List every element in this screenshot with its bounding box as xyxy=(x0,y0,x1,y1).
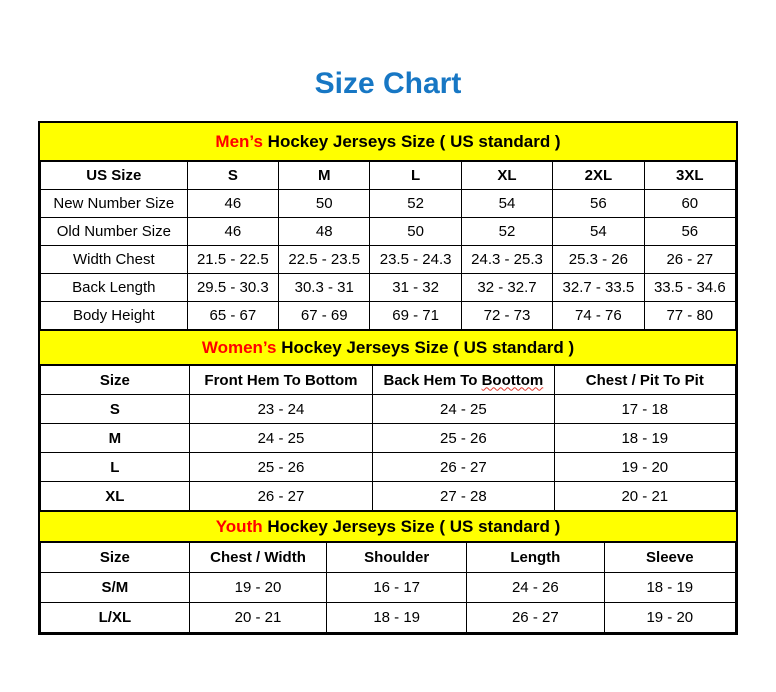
row-label: L/XL xyxy=(41,603,190,633)
size-value-cell: 24 - 26 xyxy=(467,573,605,603)
size-value-cell: 19 - 20 xyxy=(604,603,735,633)
youth-section-header xyxy=(40,511,736,542)
youth-heading-rest: Hockey Jerseys Size ( US standard ) xyxy=(262,517,561,536)
row-label: L xyxy=(41,453,190,482)
womens-size-table xyxy=(40,365,736,511)
womens-section-header xyxy=(40,330,736,365)
table-row xyxy=(41,274,736,302)
mens-heading-rest: Hockey Jerseys Size ( US standard ) xyxy=(262,132,561,151)
size-value-cell: 50 xyxy=(370,218,461,246)
size-value-cell: 29.5 - 30.3 xyxy=(187,274,278,302)
size-value-cell: 46 xyxy=(187,190,278,218)
table-row xyxy=(41,218,736,246)
womens-heading-highlight: Women’s xyxy=(201,338,277,357)
table-row xyxy=(41,603,736,633)
size-value-cell: 56 xyxy=(644,218,735,246)
col-header: 3XL xyxy=(644,162,735,190)
size-value-cell: 33.5 - 34.6 xyxy=(644,274,735,302)
mens-heading-highlight: Men’s xyxy=(215,132,263,151)
table-row xyxy=(41,190,736,218)
youth-heading-highlight: Youth xyxy=(215,517,263,536)
col-header-with-typo xyxy=(373,366,554,395)
size-value-cell: 24 - 25 xyxy=(189,424,372,453)
size-value-cell: 19 - 20 xyxy=(189,573,327,603)
col-header: Size xyxy=(41,543,190,573)
col-header: Chest / Pit To Pit xyxy=(554,366,735,395)
size-value-cell: 18 - 19 xyxy=(554,424,735,453)
col-header: Front Hem To Bottom xyxy=(189,366,372,395)
size-value-cell: 23.5 - 24.3 xyxy=(370,246,461,274)
size-value-cell: 26 - 27 xyxy=(189,482,372,511)
size-value-cell: 56 xyxy=(553,190,644,218)
size-value-cell: 20 - 21 xyxy=(554,482,735,511)
row-label: S/M xyxy=(41,573,190,603)
table-row xyxy=(41,395,736,424)
size-value-cell: 69 - 71 xyxy=(370,302,461,330)
size-value-cell: 52 xyxy=(461,218,552,246)
size-value-cell: 23 - 24 xyxy=(189,395,372,424)
row-label: New Number Size xyxy=(41,190,188,218)
table-row xyxy=(41,573,736,603)
row-label: XL xyxy=(41,482,190,511)
spellcheck-squiggle-word: Boottom xyxy=(481,371,544,389)
size-value-cell: 30.3 - 31 xyxy=(279,274,370,302)
col-header: XL xyxy=(461,162,552,190)
size-value-cell: 72 - 73 xyxy=(461,302,552,330)
col-header: Sleeve xyxy=(604,543,735,573)
size-value-cell: 26 - 27 xyxy=(467,603,605,633)
size-value-cell: 32 - 32.7 xyxy=(461,274,552,302)
size-value-cell: 54 xyxy=(553,218,644,246)
size-value-cell: 26 - 27 xyxy=(373,453,554,482)
col-header: Size xyxy=(41,366,190,395)
size-value-cell: 18 - 19 xyxy=(604,573,735,603)
size-value-cell: 19 - 20 xyxy=(554,453,735,482)
size-value-cell: 25 - 26 xyxy=(373,424,554,453)
size-value-cell: 32.7 - 33.5 xyxy=(553,274,644,302)
mens-size-table xyxy=(40,161,736,330)
size-value-cell: 25 - 26 xyxy=(189,453,372,482)
size-value-cell: 77 - 80 xyxy=(644,302,735,330)
size-value-cell: 54 xyxy=(461,190,552,218)
table-row xyxy=(41,424,736,453)
col-header: US Size xyxy=(41,162,188,190)
col-header: Chest / Width xyxy=(189,543,327,573)
size-value-cell: 25.3 - 26 xyxy=(553,246,644,274)
row-label: Body Height xyxy=(41,302,188,330)
size-value-cell: 52 xyxy=(370,190,461,218)
size-value-cell: 48 xyxy=(279,218,370,246)
size-value-cell: 31 - 32 xyxy=(370,274,461,302)
row-label: Back Length xyxy=(41,274,188,302)
youth-size-table xyxy=(40,542,736,633)
size-value-cell: 16 - 17 xyxy=(327,573,467,603)
size-value-cell: 65 - 67 xyxy=(187,302,278,330)
size-value-cell: 21.5 - 22.5 xyxy=(187,246,278,274)
row-label: S xyxy=(41,395,190,424)
mens-section-header xyxy=(40,123,736,161)
size-value-cell: 50 xyxy=(279,190,370,218)
size-value-cell: 17 - 18 xyxy=(554,395,735,424)
womens-heading-rest: Hockey Jerseys Size ( US standard ) xyxy=(276,338,575,357)
col-header: Length xyxy=(467,543,605,573)
womens-header-row xyxy=(41,366,736,395)
youth-header-row xyxy=(41,543,736,573)
size-value-cell: 60 xyxy=(644,190,735,218)
size-chart xyxy=(38,121,738,635)
col-header: 2XL xyxy=(553,162,644,190)
size-value-cell: 26 - 27 xyxy=(644,246,735,274)
table-row xyxy=(41,246,736,274)
row-label: Old Number Size xyxy=(41,218,188,246)
page-title: Size Chart xyxy=(314,67,462,100)
col-header: L xyxy=(370,162,461,190)
table-row xyxy=(41,302,736,330)
table-row xyxy=(41,453,736,482)
size-value-cell: 20 - 21 xyxy=(189,603,327,633)
col-header-text: Back Hem To xyxy=(383,371,482,389)
col-header: M xyxy=(279,162,370,190)
col-header: S xyxy=(187,162,278,190)
col-header: Shoulder xyxy=(327,543,467,573)
mens-header-row xyxy=(41,162,736,190)
size-value-cell: 22.5 - 23.5 xyxy=(279,246,370,274)
size-value-cell: 24 - 25 xyxy=(373,395,554,424)
size-value-cell: 67 - 69 xyxy=(279,302,370,330)
row-label: M xyxy=(41,424,190,453)
size-value-cell: 46 xyxy=(187,218,278,246)
size-value-cell: 27 - 28 xyxy=(373,482,554,511)
size-value-cell: 74 - 76 xyxy=(553,302,644,330)
size-value-cell: 18 - 19 xyxy=(327,603,467,633)
table-row xyxy=(41,482,736,511)
size-value-cell: 24.3 - 25.3 xyxy=(461,246,552,274)
row-label: Width Chest xyxy=(41,246,188,274)
